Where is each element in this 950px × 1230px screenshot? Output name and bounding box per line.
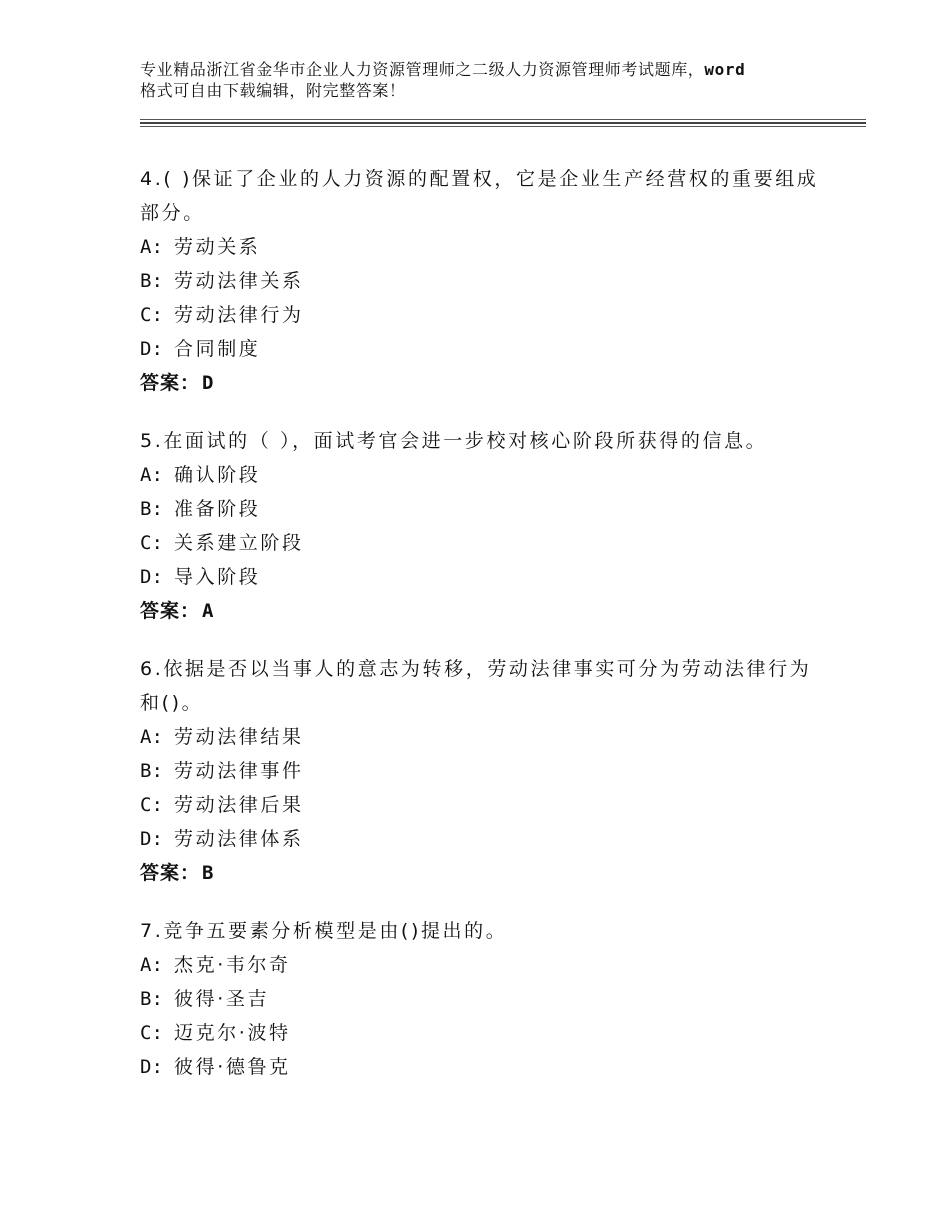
- header-title: 专业精品浙江省金华市企业人力资源管理师之二级人力资源管理师考试题库，: [140, 60, 705, 79]
- option-text: 关系建立阶段: [174, 532, 304, 554]
- option-key: A:: [140, 464, 163, 486]
- option-d: [140, 332, 820, 366]
- question-stem: 5.在面试的（ ），面试考官会进一步校对核心阶段所获得的信息。: [140, 430, 768, 452]
- option-c: [140, 1016, 820, 1050]
- option-a: [140, 948, 820, 982]
- option-key: D:: [140, 1056, 163, 1078]
- option-c: [140, 526, 820, 560]
- document-header: [140, 59, 830, 101]
- option-c: [140, 298, 820, 332]
- option-text: 导入阶段: [174, 566, 261, 588]
- option-b: [140, 754, 820, 788]
- option-text: 劳动法律事件: [174, 760, 304, 782]
- option-key: B:: [140, 988, 163, 1010]
- option-b: [140, 982, 820, 1016]
- answer-label: 答案：: [140, 600, 201, 622]
- question-item: [140, 652, 820, 890]
- option-key: A:: [140, 726, 163, 748]
- question-item: [140, 162, 820, 400]
- answer-line: [140, 594, 820, 628]
- option-d: [140, 822, 820, 856]
- question-list: [140, 162, 820, 1108]
- option-c: [140, 788, 820, 822]
- option-text: 杰克·韦尔奇: [174, 954, 291, 976]
- option-text: 合同制度: [174, 338, 261, 360]
- question-stem: 6.依据是否以当事人的意志为转移，劳动法律事实可分为劳动法律行为和()。: [140, 658, 812, 714]
- header-subtitle: 格式可自由下载编辑，附完整答案！: [140, 81, 406, 100]
- option-text: 劳动法律后果: [174, 794, 304, 816]
- option-text: 劳动法律体系: [174, 828, 304, 850]
- option-key: D:: [140, 566, 163, 588]
- option-key: C:: [140, 794, 163, 816]
- answer-value: B: [202, 862, 215, 884]
- option-text: 劳动法律行为: [174, 304, 304, 326]
- answer-value: A: [202, 600, 215, 622]
- question-item: [140, 424, 820, 628]
- option-text: 彼得·圣吉: [174, 988, 270, 1010]
- option-a: [140, 458, 820, 492]
- option-d: [140, 1050, 820, 1084]
- option-key: C:: [140, 1022, 163, 1044]
- answer-value: D: [202, 372, 215, 394]
- option-d: [140, 560, 820, 594]
- option-text: 迈克尔·波特: [174, 1022, 291, 1044]
- answer-label: 答案：: [140, 862, 201, 884]
- option-key: C:: [140, 304, 163, 326]
- option-text: 彼得·德鲁克: [174, 1056, 291, 1078]
- option-text: 劳动法律结果: [174, 726, 304, 748]
- option-key: B:: [140, 498, 163, 520]
- option-key: B:: [140, 760, 163, 782]
- header-divider-top: [140, 119, 866, 120]
- option-text: 确认阶段: [174, 464, 261, 486]
- answer-line: [140, 856, 820, 890]
- option-text: 劳动关系: [174, 236, 261, 258]
- header-title-latin: word: [704, 60, 746, 79]
- header-divider-middle: [140, 122, 866, 124]
- option-text: 劳动法律关系: [174, 270, 304, 292]
- answer-label: 答案：: [140, 372, 201, 394]
- question-stem: 4.( )保证了企业的人力资源的配置权，它是企业生产经营权的重要组成部分。: [140, 168, 819, 224]
- option-key: C:: [140, 532, 163, 554]
- option-key: B:: [140, 270, 163, 292]
- option-key: A:: [140, 954, 163, 976]
- option-b: [140, 492, 820, 526]
- option-a: [140, 230, 820, 264]
- question-item: [140, 914, 820, 1084]
- option-a: [140, 720, 820, 754]
- option-text: 准备阶段: [174, 498, 261, 520]
- header-divider-bottom: [140, 126, 866, 127]
- option-key: A:: [140, 236, 163, 258]
- option-key: D:: [140, 338, 163, 360]
- question-stem: 7.竞争五要素分析模型是由()提出的。: [140, 920, 508, 942]
- option-b: [140, 264, 820, 298]
- answer-line: [140, 366, 820, 400]
- option-key: D:: [140, 828, 163, 850]
